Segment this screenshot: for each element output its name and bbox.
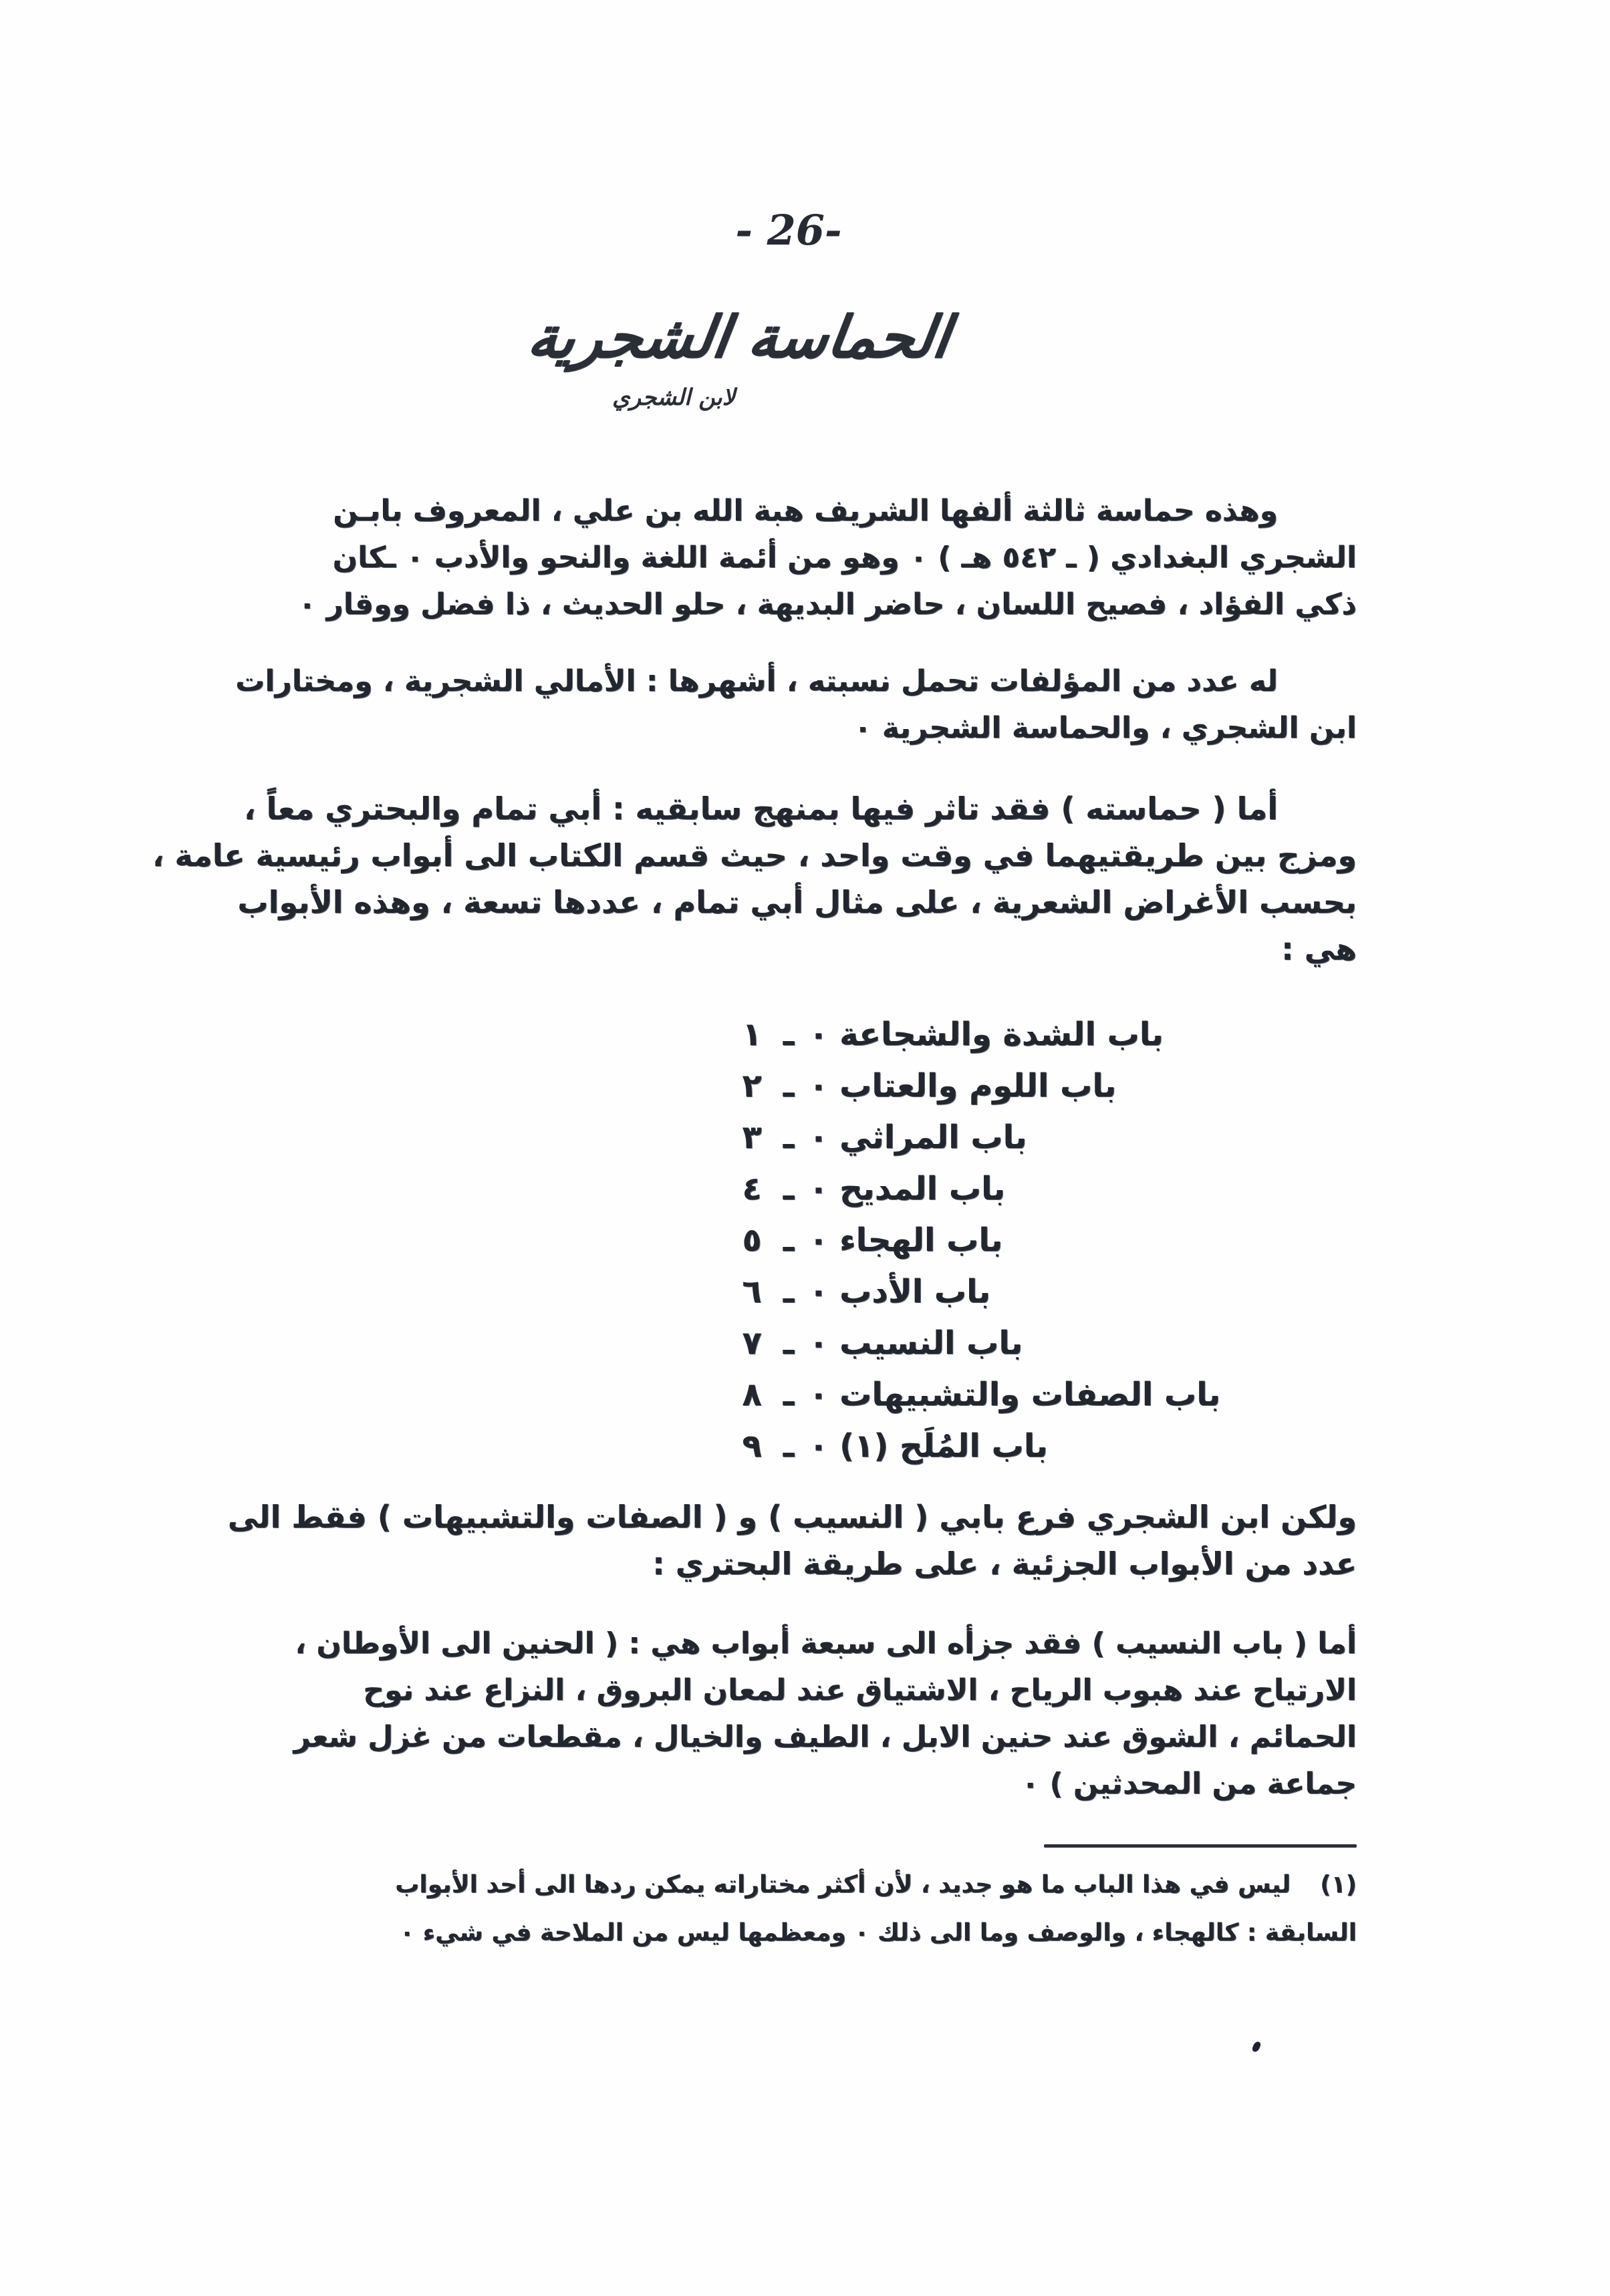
chapter-label: باب الصفات والتشبيهات ٠ bbox=[809, 1376, 1221, 1413]
paragraph-line: الارتياح عند هبوب الرياح ، الاشتياق عند لمعان البروق ، النزاع عند نوح bbox=[363, 1673, 1357, 1707]
paragraph-line: له عدد من المؤلفات تحمل نسبته ، أشهرها : الأمالي الشجرية ، ومختارات bbox=[235, 664, 1278, 698]
chapter-list bbox=[735, 1009, 1266, 1472]
paragraph-line: بحسب الأغراض الشعرية ، على مثال أبي تمام ، عددها تسعة ، وهذه الأبواب bbox=[237, 884, 1357, 920]
paragraph-line: أما ( باب النسيب ) فقد جزأه الى سبعة أبواب هي : ( الحنين الى الأوطان ، bbox=[295, 1626, 1357, 1661]
paragraph-line: ولكن ابن الشجري فرع بابي ( النسيب ) و ( الصفات والتشبيهات ) فقط الى bbox=[227, 1499, 1357, 1535]
chapter-dash: ـ bbox=[783, 1067, 795, 1105]
chapter-dash: ـ bbox=[783, 1222, 795, 1259]
chapter-number: ٢ bbox=[742, 1067, 762, 1105]
footnote-line bbox=[257, 1861, 1357, 1909]
chapter-dash: ـ bbox=[783, 1119, 795, 1156]
paragraph-author-intro bbox=[257, 488, 1357, 628]
chapter-item bbox=[735, 1163, 1266, 1215]
footnote-marker: (١) bbox=[1320, 1871, 1357, 1898]
paragraph-hamasa-method bbox=[152, 785, 1357, 972]
paragraph-line: وهذه حماسة ثالثة ألفها الشريف هبة الله بن علي ، المعروف بابـن bbox=[333, 494, 1278, 528]
chapter-item bbox=[735, 1215, 1266, 1266]
chapter-label: باب الأدب ٠ bbox=[809, 1273, 991, 1310]
footnote-text: ليس في هذا الباب ما هو جديد ، لأن أكثر مختاراته يمكن ردها الى أحد الأبواب bbox=[395, 1871, 1291, 1898]
page-number: - 26- bbox=[735, 206, 842, 255]
chapter-dash: ـ bbox=[783, 1170, 795, 1207]
paragraph-nasib-sections bbox=[257, 1620, 1357, 1808]
chapter-dash: ـ bbox=[783, 1016, 795, 1053]
paragraph-line: ومزج بين طريقتيهما في وقت واحد ، حيث قسم الكتاب الى أبواب رئيسية عامة ، bbox=[152, 837, 1357, 873]
paragraph-subdivision bbox=[227, 1493, 1357, 1587]
footnote-line: السابقة : كالهجاء ، والوصف وما الى ذلك ٠ ومعظمها ليس من الملاحة في شيء ٠ bbox=[400, 1919, 1357, 1947]
chapter-number: ٣ bbox=[742, 1119, 762, 1156]
paragraph-line: عدد من الأبواب الجزئية ، على طريقة البحتري : bbox=[652, 1546, 1357, 1582]
chapter-dash: ـ bbox=[783, 1427, 795, 1465]
paragraph-line: أما ( حماسته ) فقد تاثر فيها بمنهج سابقيه : أبي تمام والبحتري معاً ، bbox=[243, 791, 1278, 827]
chapter-item bbox=[735, 1421, 1266, 1472]
chapter-item bbox=[735, 1266, 1266, 1318]
document-subtitle: لابن الشجري bbox=[612, 384, 735, 411]
chapter-item bbox=[735, 1112, 1266, 1163]
paragraph-line: ذكي الفؤاد ، فصيح اللسان ، حاضر البديهة ، حلو الحديث ، ذا فضل ووقار ٠ bbox=[298, 587, 1357, 621]
chapter-dash: ـ bbox=[783, 1324, 795, 1362]
chapter-label: باب المُلَح (١) ٠ bbox=[809, 1427, 1048, 1465]
chapter-number: ٧ bbox=[742, 1324, 762, 1362]
chapter-label: باب الشدة والشجاعة ٠ bbox=[809, 1016, 1164, 1053]
chapter-number: ٤ bbox=[742, 1170, 762, 1207]
chapter-label: باب المديح ٠ bbox=[809, 1170, 1005, 1207]
chapter-label: باب المراثي ٠ bbox=[809, 1119, 1027, 1156]
chapter-label: باب اللوم والعتاب ٠ bbox=[809, 1067, 1117, 1105]
chapter-number: ٥ bbox=[742, 1222, 762, 1259]
paragraph-line: هي : bbox=[1281, 931, 1357, 967]
chapter-label: باب الهجاء ٠ bbox=[809, 1222, 1003, 1259]
chapter-dash: ـ bbox=[783, 1273, 795, 1310]
chapter-dash: ـ bbox=[783, 1376, 795, 1413]
paragraph-line: الحمائم ، الشوق عند حنين الابل ، الطيف والخيال ، مقطعات من غزل شعر bbox=[293, 1720, 1357, 1754]
paragraph-line: ابن الشجري ، والحماسة الشجرية ٠ bbox=[853, 711, 1357, 745]
chapter-number: ٦ bbox=[742, 1273, 762, 1310]
scan-speck bbox=[1251, 2041, 1262, 2053]
chapter-item bbox=[735, 1060, 1266, 1112]
footnote-separator bbox=[1044, 1844, 1357, 1848]
footnote bbox=[257, 1861, 1357, 1957]
chapter-item bbox=[735, 1318, 1266, 1369]
chapter-label: باب النسيب ٠ bbox=[809, 1324, 1023, 1362]
document-title: الحماسة الشجرية bbox=[523, 303, 954, 371]
chapter-number: ١ bbox=[742, 1016, 762, 1053]
paragraph-line: جماعة من المحدثين ) ٠ bbox=[1021, 1767, 1357, 1801]
chapter-number: ٨ bbox=[742, 1376, 762, 1413]
paragraph-line: الشجري البغدادي ( ـ ٥٤٢ هـ ) ٠ وهو من أئمة اللغة والنحو والأدب ٠ ـكان bbox=[332, 541, 1357, 575]
paragraph-works bbox=[235, 658, 1357, 752]
chapter-item bbox=[735, 1009, 1266, 1060]
chapter-number: ٩ bbox=[742, 1427, 762, 1465]
chapter-item bbox=[735, 1369, 1266, 1421]
